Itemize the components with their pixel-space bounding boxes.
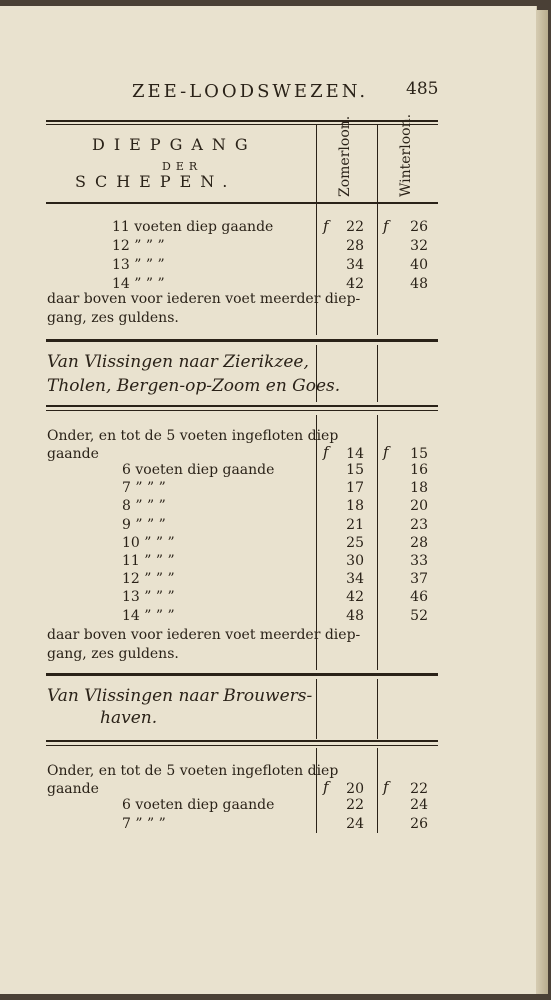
summer-value: 24: [346, 816, 364, 832]
winter-value: 52: [410, 607, 428, 624]
section-title: Tholen, Bergen-op-Zoom en Goes.: [47, 376, 341, 396]
col-divider: [316, 679, 317, 739]
row-label: 6 voeten diep gaande: [122, 462, 275, 478]
intro-line: gaande: [47, 781, 99, 797]
section-rule: [46, 673, 438, 676]
section-rule-thin: [46, 410, 438, 411]
winter-value: 46: [410, 589, 428, 606]
winter-value: 28: [410, 534, 428, 551]
top-rule: [46, 120, 438, 122]
section-rule: [46, 405, 438, 407]
section-title: Van Vlissingen naar Zierikzee,: [47, 352, 309, 372]
winter-value: 20: [410, 498, 428, 515]
row-label: 9 ” ” ”: [122, 516, 166, 533]
currency-mark: f: [383, 217, 389, 235]
row-label: 11 ” ” ”: [122, 553, 175, 569]
summer-value: 22: [346, 797, 364, 813]
running-header: ZEE-LOODSWEZEN.: [132, 81, 369, 102]
header-rule: [46, 202, 438, 204]
winter-value: 48: [410, 276, 428, 292]
currency-mark: f: [383, 778, 389, 796]
header-zomerloon: Zomerloon.: [337, 115, 353, 197]
row-label: 6 voeten diep gaande: [122, 797, 275, 813]
summer-value: 28: [346, 238, 364, 254]
summer-value: 20: [346, 781, 364, 797]
section-rule-thin: [46, 745, 438, 746]
row-label: 13 ” ” ”: [112, 257, 165, 273]
summer-value: 48: [346, 607, 364, 624]
row-label: 11 voeten diep gaande: [112, 219, 274, 235]
col-divider: [377, 679, 378, 739]
row-label: 7 ” ” ”: [122, 480, 166, 497]
winter-value: 15: [410, 446, 428, 462]
row-label: 12 ” ” ”: [112, 238, 165, 254]
winter-value: 26: [410, 219, 428, 235]
header-schepen: SCHEPEN.: [75, 172, 237, 191]
winter-value: 32: [410, 238, 428, 254]
intro-line: Onder, en tot de 5 voeten ingefloten diep: [47, 428, 339, 444]
row-label: 7 ” ” ”: [122, 816, 166, 832]
winter-value: 24: [410, 797, 428, 813]
section-rule: [46, 740, 438, 742]
col-divider: [377, 748, 378, 833]
col-divider: [377, 415, 378, 670]
col-divider: [377, 345, 378, 402]
top-rule-thin: [46, 124, 438, 125]
col-divider: [377, 125, 378, 335]
row-label: 14 ” ” ”: [122, 607, 175, 624]
currency-mark: f: [323, 778, 329, 796]
summer-value: 15: [346, 462, 364, 478]
header-der: DER: [162, 160, 203, 173]
winter-value: 16: [410, 462, 428, 478]
summer-value: 25: [346, 534, 364, 551]
header-winterloon: Winterloon.: [398, 113, 414, 197]
footer-line: gang, zes guldens.: [47, 646, 179, 662]
footer-line: daar boven voor iederen voet meerder diep-: [47, 627, 361, 643]
section-rule: [46, 339, 438, 342]
row-label: 14 ” ” ”: [112, 276, 165, 292]
winter-value: 33: [410, 553, 428, 569]
footer-line: gang, zes guldens.: [47, 310, 179, 326]
summer-value: 42: [346, 589, 364, 606]
header-diepgang: DIEPGANG: [92, 135, 257, 154]
row-label: 8 ” ” ”: [122, 498, 166, 515]
summer-value: 30: [346, 553, 364, 569]
row-label: 12 ” ” ”: [122, 571, 175, 588]
winter-value: 37: [410, 571, 428, 588]
section-title: haven.: [100, 708, 158, 728]
page-edge: [536, 10, 548, 994]
page-number: 485: [406, 79, 439, 99]
row-label: 10 ” ” ”: [122, 534, 175, 551]
col-divider: [316, 748, 317, 833]
summer-value: 22: [346, 219, 364, 235]
winter-value: 18: [410, 480, 428, 497]
summer-value: 34: [346, 571, 364, 588]
footer-line: daar boven voor iederen voet meerder diep-: [47, 291, 361, 307]
row-label: 13 ” ” ”: [122, 589, 175, 606]
currency-mark: f: [323, 443, 329, 461]
winter-value: 26: [410, 816, 428, 832]
summer-value: 21: [346, 516, 364, 533]
currency-mark: f: [323, 217, 329, 235]
intro-line: Onder, en tot de 5 voeten ingefloten diep: [47, 763, 339, 779]
intro-line: gaande: [47, 446, 99, 462]
winter-value: 40: [410, 257, 428, 273]
summer-value: 14: [346, 446, 364, 462]
book-page: [0, 6, 537, 994]
summer-value: 18: [346, 498, 364, 515]
summer-value: 42: [346, 276, 364, 292]
winter-value: 22: [410, 781, 428, 797]
section-title: Van Vlissingen naar Brouwers-: [47, 686, 313, 706]
winter-value: 23: [410, 516, 428, 533]
summer-value: 34: [346, 257, 364, 273]
summer-value: 17: [346, 480, 364, 497]
currency-mark: f: [383, 443, 389, 461]
